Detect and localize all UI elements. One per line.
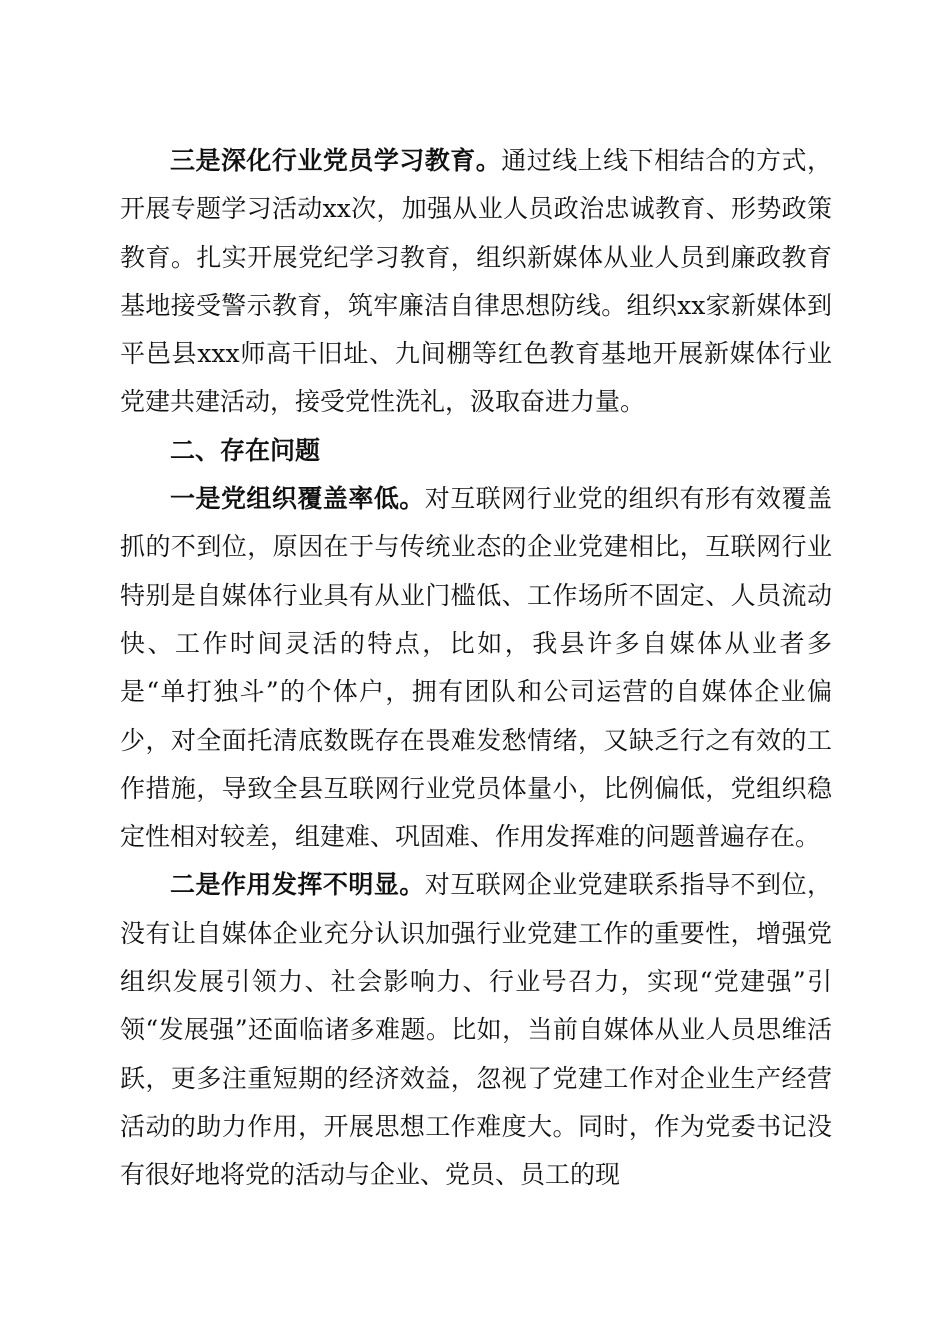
paragraph-weak-role <box>120 861 832 1199</box>
paragraph-body: 对互联网行业党的组织有形有效覆盖抓的不到位，原因在于与传统业态的企业党建相比，互联网行业特别是自媒体行业具有从业门槛低、工作场所不固定、人员流动快、工作时间灵活的特点，比如，我县许多自媒体从业者多是“单打独斗”的个体户，拥有团队和公司运营的自媒体企业偏少，对全面托清底数既存在畏难发愁情绪，又缺乏行之有效的工作措施，导致全县互联网行业党员体量小，比例偏低，党组织稳定性相对较差，组建难、巩固难、作用发挥难的问题普遍存在。 <box>120 484 832 852</box>
document-body <box>120 137 832 1200</box>
paragraph-deepen-education <box>120 137 832 427</box>
section-heading-problems: 二、存在问题 <box>170 435 321 465</box>
paragraph-body: 通过线上线下相结合的方式，开展专题学习活动xx次，加强从业人员政治忠诚教育、形势政策教育。扎实开展党纪学习教育，组织新媒体从业人员到廉政教育基地接受警示教育，筑牢廉洁自律思想防线。组织xx家新媒体到平邑县xxx师高干旧址、九间棚等红色教育基地开展新媒体行业党建共建活动，接受党性洗礼，汲取奋进力量。 <box>120 146 832 417</box>
paragraph-body: 对互联网企业党建联系指导不到位，没有让自媒体企业充分认识加强行业党建工作的重要性，增强党组织发展引领力、社会影响力、行业号召力，实现“党建强”引领“发展强”还面临诸多难题。比如，当前自媒体从业人员思维活跃，更多注重短期的经济效益，忽视了党建工作对企业生产经营活动的助力作用，开展思想工作难度大。同时，作为党委书记没有很好地将党的活动与企业、党员、员工的现 <box>120 870 832 1190</box>
paragraph-lead: 二是作用发挥不明显。 <box>170 870 425 900</box>
paragraph-lead: 一是党组织覆盖率低。 <box>170 484 425 514</box>
paragraph-low-coverage <box>120 475 832 861</box>
paragraph-lead: 三是深化行业党员学习教育。 <box>170 146 502 175</box>
